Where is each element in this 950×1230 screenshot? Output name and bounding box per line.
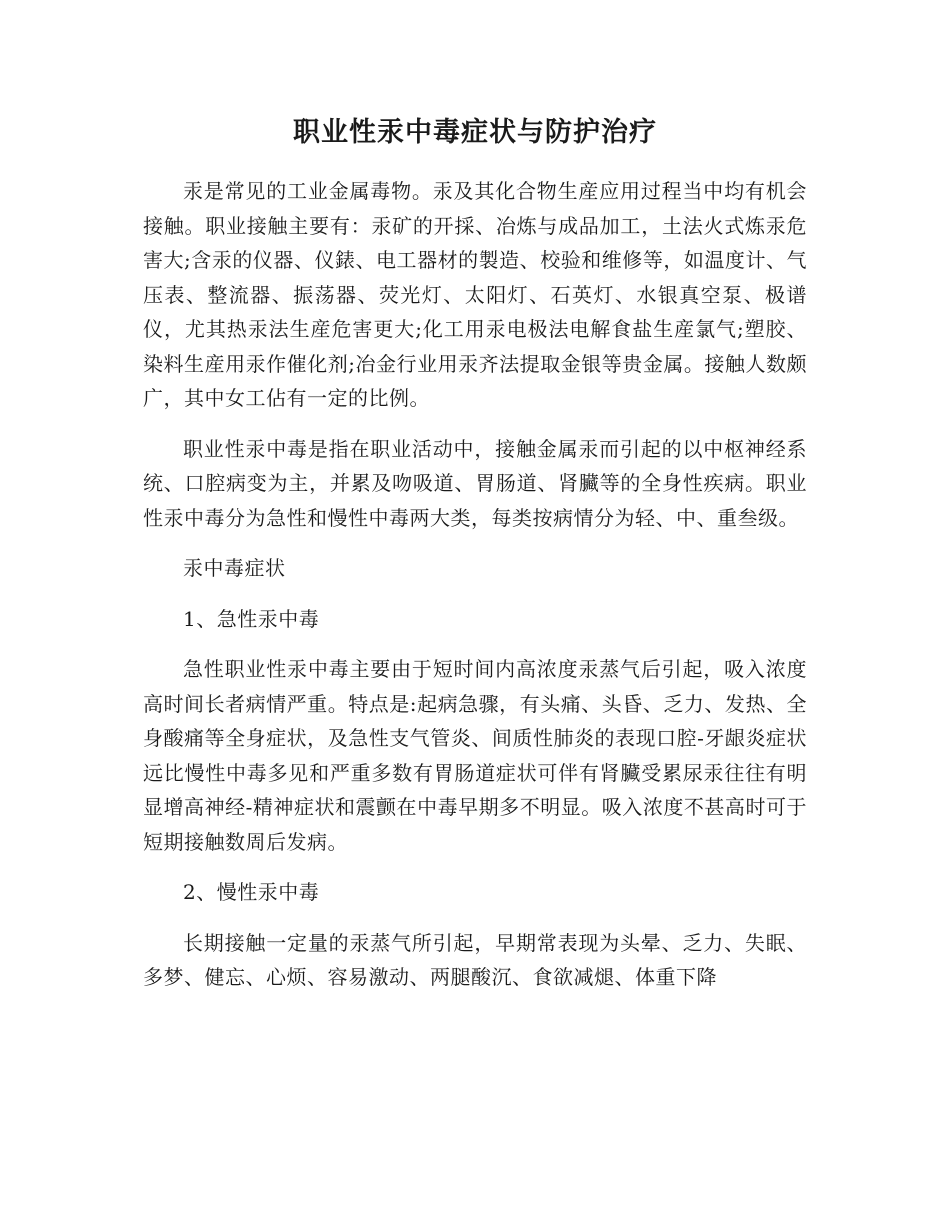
section-heading: 汞中毒症状 bbox=[183, 556, 286, 580]
document-title: 职业性汞中毒症状与防护治疗 bbox=[293, 117, 657, 148]
subsection-heading-acute: 1、急性汞中毒 bbox=[183, 606, 320, 631]
definition-paragraph: 职业性汞中毒是指在职业活动中，接触金属汞而引起的以中枢神经系统、口腔病变为主，并累及吻吸道、胃肠道、肾臟等的全身性疾病。职业性汞中毒分为急性和慢性中毒两大类，每类按病情分为轻、中、重叁级。 bbox=[143, 436, 807, 530]
subsection-heading-chronic: 2、慢性汞中毒 bbox=[183, 880, 320, 904]
chronic-poisoning-paragraph: 长期接触一定量的汞蒸气所引起，早期常表现为头晕、乏力、失眠、多梦、健忘、心烦、容易激动、两腿酸沉、食欲减煺、体重下降 bbox=[143, 930, 807, 989]
intro-paragraph: 汞是常见的工业金属毒物。汞及其化合物生産应用过程当中均有机会接触。职业接触主要有：汞矿的开採、冶炼与成品加工，土法火式炼汞危害大;含汞的仪器、仪錶、电工器材的製造、校验和维修等，如温度计、气压表、整流器、振荡器、荧光灯、太阳灯、石英灯、水银真空泵、极谱仪，尤其热汞法生産危害更大;化工用汞电极法电解食盐生産氯气;塑胶、染料生産用汞作催化剂;冶金行业用汞齐法提取金银等贵金属。接触人数颇广，其中女工佔有一定的比例。 bbox=[143, 179, 807, 410]
acute-poisoning-paragraph: 急性职业性汞中毒主要由于短时间内高浓度汞蒸气后引起，吸入浓度高时间长者病情严重。特点是:起病急骤，有头痛、头昏、乏力、发热、全身酸痛等全身症状，及急性支气管炎、间质性肺炎的表现口腔-牙龈炎症状远比慢性中毒多见和严重多数有胃肠道症状可伴有肾臟受累尿汞往往有明显增高神经-精神症状和震颤在中毒早期多不明显。吸入浓度不甚高时可于短期接触数周后发病。 bbox=[143, 657, 807, 854]
document-body bbox=[143, 108, 807, 1011]
